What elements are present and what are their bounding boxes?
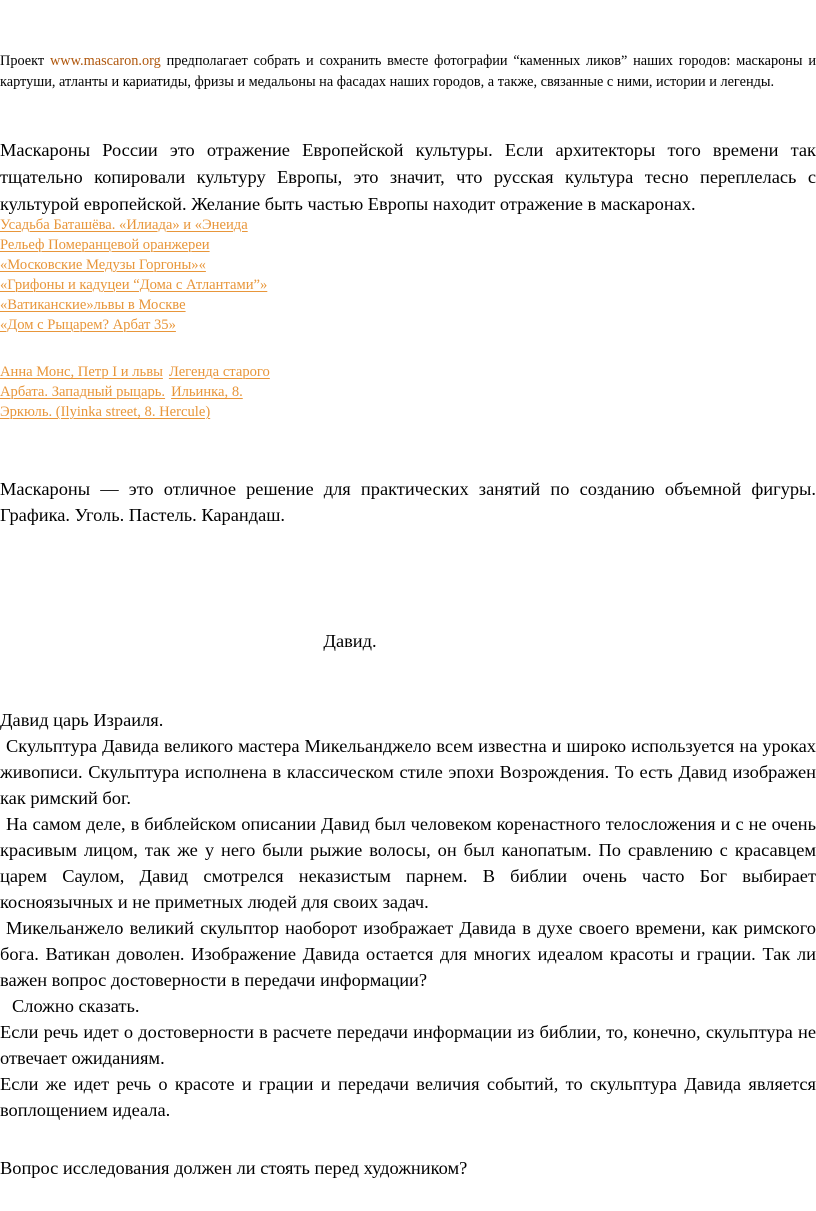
- david-body: [0, 707, 816, 1123]
- link-pomerantsev-relief[interactable]: Рельеф Померанцевой оранжереи: [0, 237, 210, 253]
- link-ilyinka-8[interactable]: Ильинка, 8.: [171, 384, 243, 400]
- links-list-2: [0, 362, 330, 422]
- body-paragraph: Если речь идет о достоверности в расчете передачи информации из библии, то, конечно, скульптура не отвечает ожиданиям.: [0, 1022, 816, 1068]
- body-paragraph: Если же идет речь о красоте и грации и передачи величия событий, то скульптура Давида является воплощением идеала.: [0, 1074, 816, 1120]
- link-bashatev-estate[interactable]: Усадьба Баташёва. «Илиада» и «Энеида: [0, 217, 248, 233]
- intro-paragraph: [0, 51, 816, 93]
- links-list: [0, 215, 330, 335]
- link-vatican-lions[interactable]: «Ватиканские»львы в Москве: [0, 297, 186, 313]
- section-title: Давид.: [323, 631, 377, 651]
- body-paragraph: На самом деле, в библейском описании Давид был человеком коренастного телосложения и с не очень красивым лицом, так же у него были рыжие волосы, он был канопатым. По сравлению с красавцем царем Саулом, Давид смотрелся неказистым парнем. В библии очень часто Бог выбирает косноязычных и не приметных людей для своих задач.: [0, 814, 816, 912]
- body-paragraph: Микельанжело великий скульптор наоборот изображает Давида в духе своего времени, как римского бога. Ватикан доволен. Изображение Давида остается для многих идеалом красоты и грации. Так ли важен вопрос достоверности в передачи информации?: [0, 918, 816, 990]
- intro-text: предполагает собрать и сохранить вместе фотографии “каменных ликов” наших городов: маскароны и картуши, атланты и кариатиды, фризы и медальоны на фасадах наших городов, а также, связанные с ними, истории и легенды.: [0, 53, 816, 90]
- body-paragraph: Скульптура Давида великого мастера Микельанджело всем известна и широко используется на уроках живописи. Скульптура исполнена в классическом стиле эпохи Возрождения. То есть Давид изображен как римский бог.: [0, 736, 816, 808]
- link-griffins-atlantes[interactable]: «Грифоны и кадуцеи “Дома с Атлантами”»: [0, 277, 268, 293]
- link-knight-house[interactable]: «Дом с Рыцарем? Арбат 35»: [0, 317, 176, 333]
- mascarons-paragraph: Маскароны — это отличное решение для практических занятий по созданию объемной фигуры. Графика. Уголь. Пастель. Карандаш.: [0, 479, 816, 525]
- link-moscow-medusas[interactable]: «Московские Медузы Горгоны»«: [0, 257, 206, 273]
- lead-paragraph: Маскароны России это отражение Европейской культуры. Если архитекторы того времени так тщательно копировали культуру Европы, это значит, что русская культура тесно переплелась с культурой европейской. Желание быть частью Европы находит отражение в маскаронах.: [0, 140, 816, 214]
- research-question: Вопрос исследования должен ли стоять перед художником?: [0, 1158, 468, 1178]
- body-paragraph: Давид царь Израиля.: [0, 710, 164, 730]
- link-hercule[interactable]: Эркюль. (Ilyinka street, 8. Hercule): [0, 404, 211, 420]
- link-arbat-knight[interactable]: Арбата. Западный рыцарь.: [0, 384, 166, 400]
- mascaron-site-link[interactable]: www.mascaron.org: [49, 53, 161, 69]
- intro-prefix: Проект: [0, 53, 50, 69]
- link-arbat-legend[interactable]: Легенда старого: [168, 364, 270, 380]
- body-paragraph: Сложно сказать.: [12, 996, 140, 1016]
- link-anna-mons[interactable]: Анна Монс, Петр I и львы: [0, 364, 163, 380]
